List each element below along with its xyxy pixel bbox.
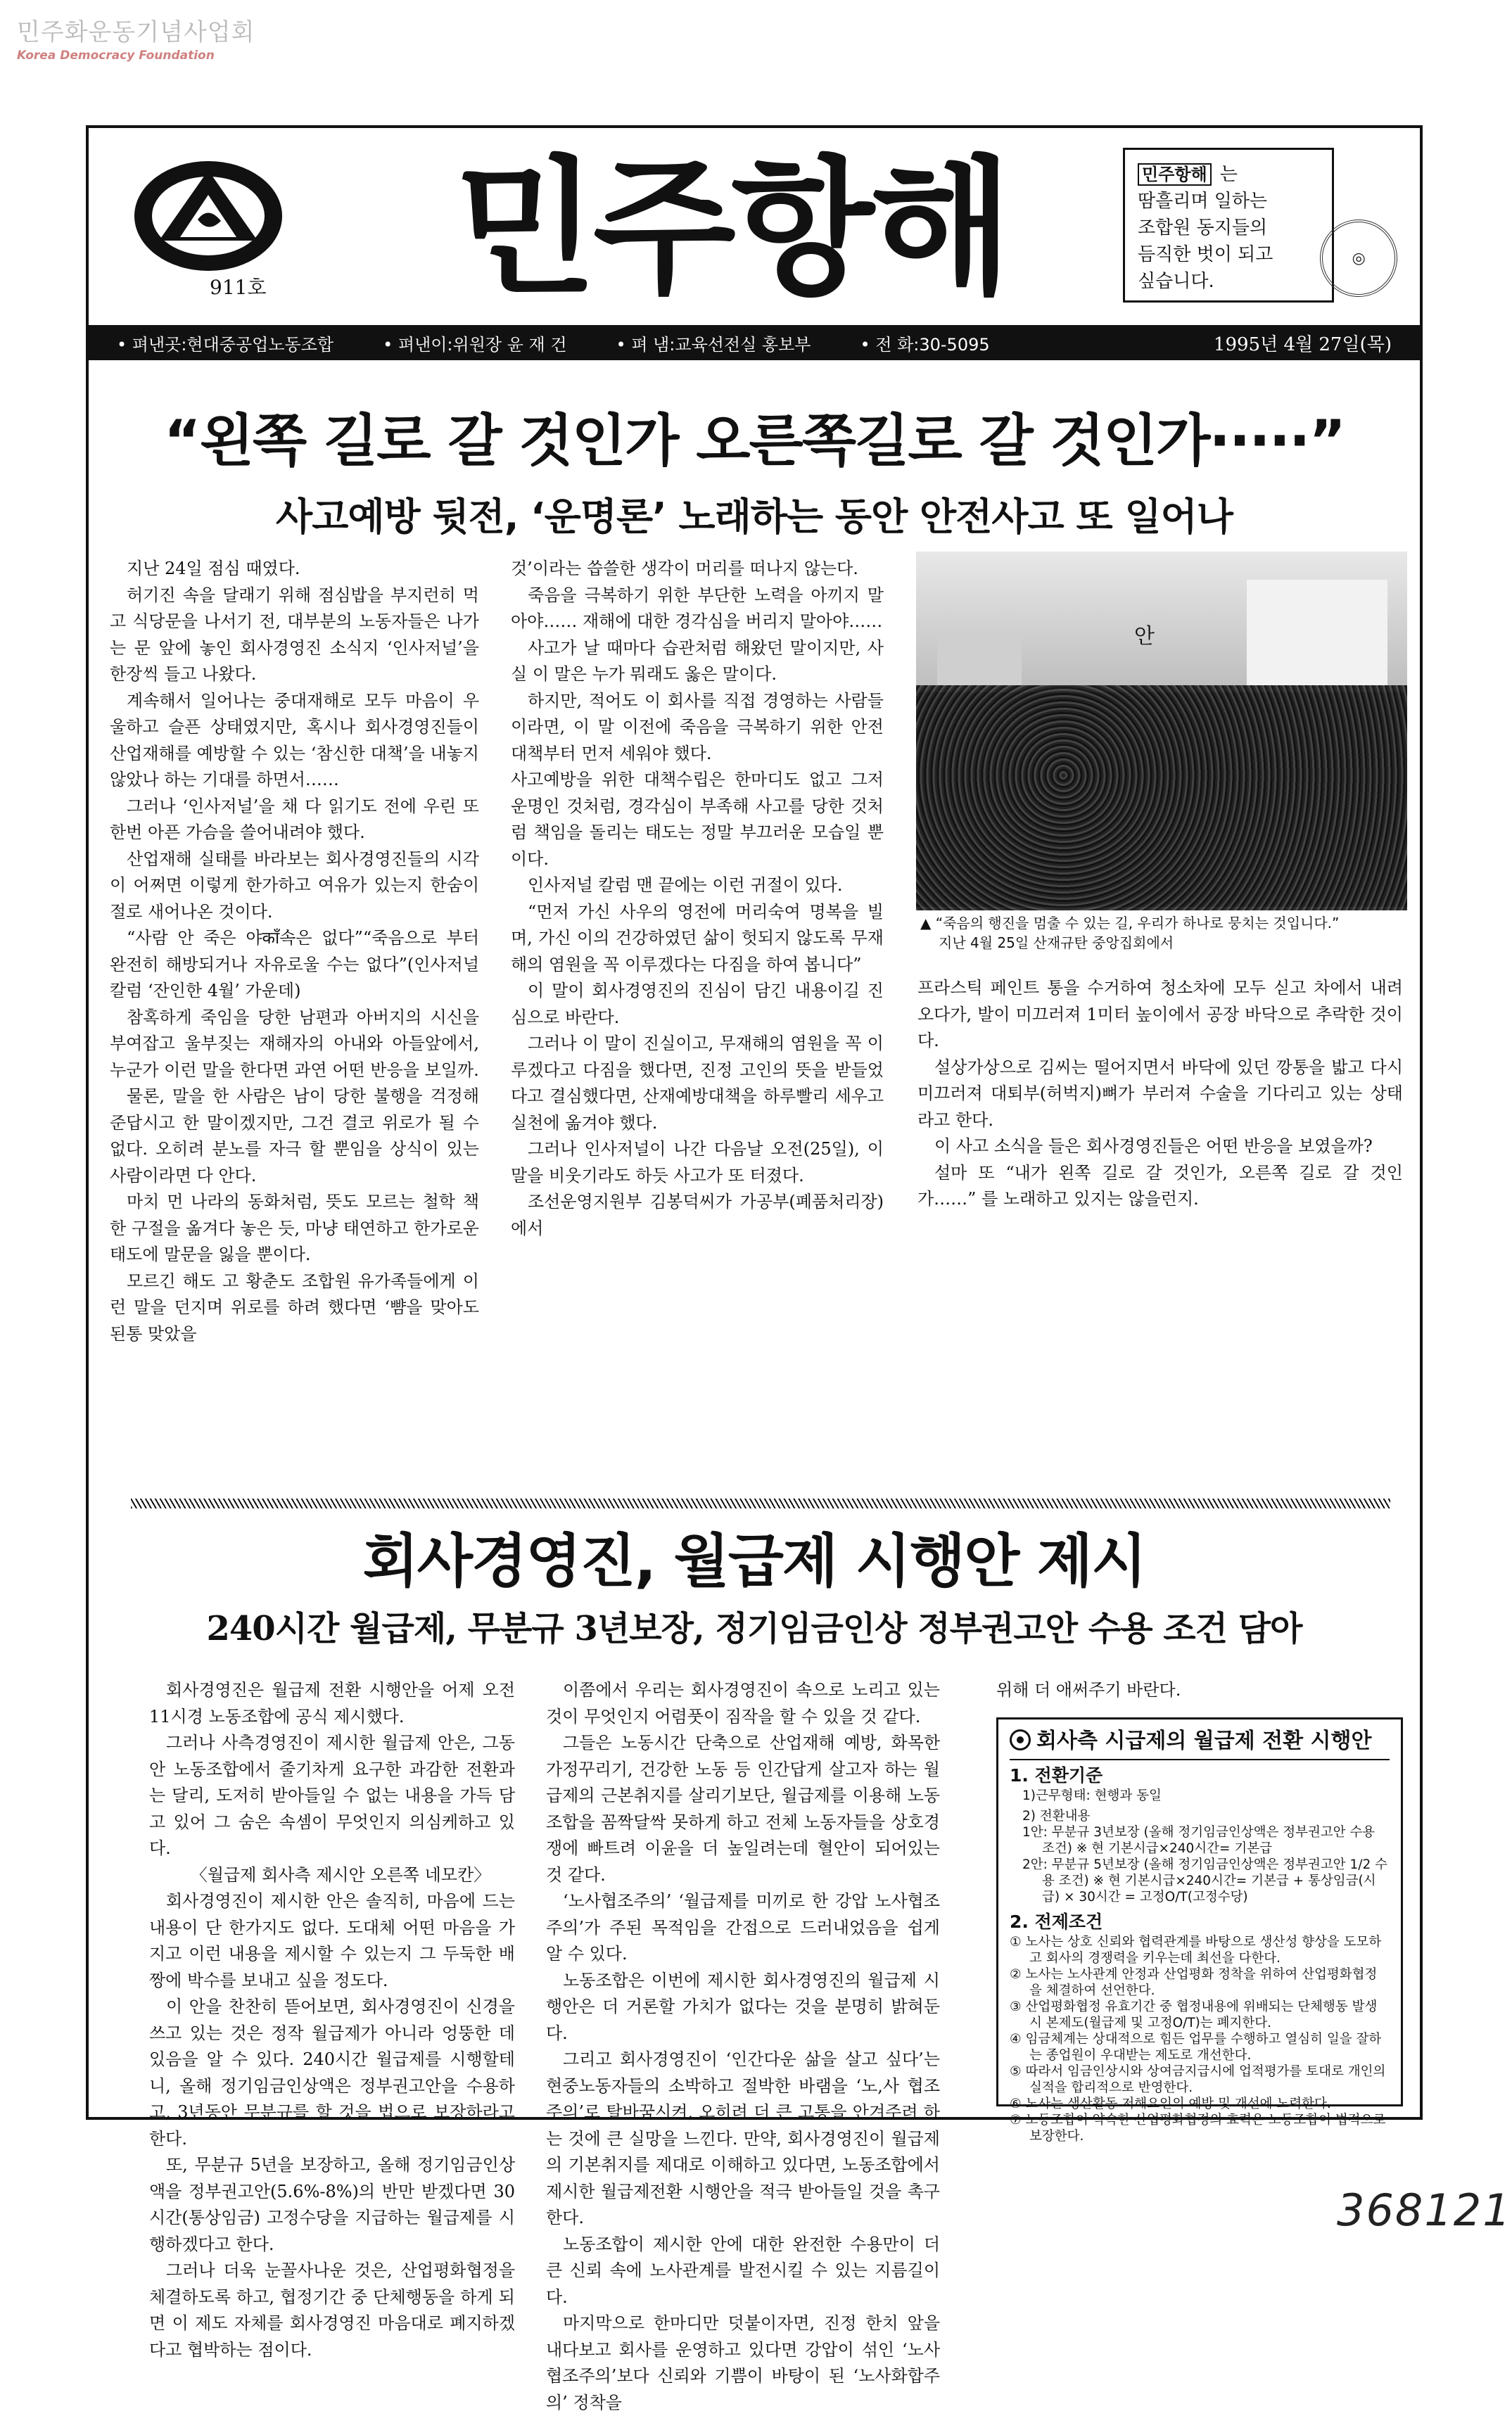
paragraph: 이 안을 찬찬히 뜯어보면, 회사경영진이 신경을 쓰고 있는 것은 정작 월급제가 아니라 엉뚱한 데 있음을 알 수 있다. 240시간 월급제를 시행할테니, 올해 정기임금인상액은 정부권고안을 수용하고, 3년동안 무분규를 할 것을 법으로 보장하라고 한다. [149,1997,515,2149]
proposal-box-title [1010,1729,1390,1760]
paragraph: 그들은 노동시간 단축으로 산업재해 예방, 화목한 가정꾸리기, 건강한 노동 등 인간답게 살고자 하는 월급제의 근본취지를 살리기보단, 월급제를 이용해 노동조합을 꼼짝달싹 못하게 하고 전체 노동자들을 상호경쟁에 빠트려 이윤을 더 높일려는데 혈안이 되어있는 것 같다. [546,1733,940,1885]
paragraph: 사고예방을 위한 대책수립은 한마디도 없고 그저 운명인 것처럼, 경각심이 부족해 사고를 당한 것처럼 책임을 돌리는 태도는 정말 부끄러운 모습일 뿐이다. [511,770,884,869]
paragraph: “먼저 가신 사우의 영전에 머리숙여 명복을 빌며, 가신 이의 건강하였던 삶이 헛되지 않도록 무재해의 염원을 꼭 이루겠다는 다짐을 하여 봅니다” [511,901,884,974]
condition-item: ④ 임금체계는 상대적으로 힘든 업무를 수행하고 열심히 일을 잘하는 종업원이 우대받는 제도로 개선한다. [1010,2032,1382,2063]
paragraph: 산업재해 실태를 바라보는 회사경영진들의 시각이 어쩌면 이렇게 한가하고 여유가 있는지 한숨이 절로 새어나온 것이다. [110,848,479,922]
article2-headline: 회사경영진, 월급제 시행안 제시 [362,1528,1146,1595]
newspaper-page [86,125,1423,2412]
motto-line: 땀흘리며 일하는 [1138,191,1268,212]
paragraph: 조선운영지원부 김봉덕씨가 가공부(폐품처리장)에서 [511,1192,884,1238]
paragraph: 회사경영진은 월급제 전환 시행안을 어제 오전11시경 노동조합에 공식 제시했다. [149,1680,515,1727]
condition-item: ⑤ 따라서 임금인상시와 상여금지급시에 업적평가를 토대로 개인의 실적을 합리적으로 반영한다. [1010,2064,1386,2095]
proposal-box [996,1717,1403,2144]
paragraph: 허기진 속을 달래기 위해 점심밥을 부지런히 먹고 식당문을 나서기 전, 대부분의 노동자들은 나가는 문 앞에 놓인 회사경영진 소식지 ‘인사저널’을 한장씩 들고 나왔다. [110,585,479,684]
union-logo-icon [131,156,286,276]
rally-photo [916,552,1407,907]
paragraph: 죽음을 극복하기 위한 부단한 노력을 아끼지 말아야…… 재해에 대한 경각심을 버리지 말아야…… [511,585,884,631]
paragraph: 마치 먼 나라의 동화처럼, 뜻도 모르는 철학 책 한 구절을 옮겨다 놓은 듯, 마냥 태연하고 한가로운 태도에 말문을 잃을 뿐이다. [110,1192,479,1264]
paragraph: 이쯤에서 우리는 회사경영진이 속으로 노리고 있는 것이 무엇인지 어렴풋이 짐작을 할 수 있을 것 같다. [546,1680,940,1727]
paragraph: 그러나 이 말이 진실이고, 무재해의 염원을 꼭 이루겠다고 다짐을 했다면, 진정 고인의 뜻을 받들었다고 결심했다면, 산재예방대책을 하루빨리 세우고 실천에 옮겨야 했다. [511,1034,884,1133]
compiler: • 펴 냄:교육선전실 홍보부 [616,334,811,355]
paragraph: ‘노사협조주의’ ‘월급제를 미끼로 한 강압 노사협조주의’가 주된 목적임을 간접으로 드러내었음을 쉽게 알 수 있다. [546,1891,940,1964]
proposal-box-title-text: 회사측 시급제의 월급제 전환 시행안 [1036,1729,1372,1753]
foundation-name-kr: 민주화운동기념사업회 [17,18,255,46]
archive-number: 368121 [1337,2185,1512,2236]
paragraph: 또, 무분규 5년을 보장하고, 올해 정기임금인상액을 정부권고안(5.6%-8%)의 반만 받겠다면 30시간(통상임금) 고정수당을 지급하는 월급제를 시행하겠다고 한다. [149,2155,515,2254]
newspaper-title: 민주항해 [455,142,1009,314]
article2-subhead: 240시간 월급제, 무분규 3년보장, 정기임금인상 정부권고안 수용 조건 담아 [206,1609,1302,1648]
article1-column-2 [511,556,884,1242]
caption-line: ▲ “죽음의 행진을 멈출 수 있는 길, 우리가 하나로 뭉치는 것입니다.” [920,915,1340,932]
article1-column-1 [110,556,479,1347]
box-line: 1안: 무분규 3년보장 (올해 정기임금인상액은 정부권고안 수용 조건) ※ 현 기본시급×240시간= 기본급 [1022,1825,1376,1856]
motto-line: 싶습니다. [1138,271,1214,292]
paragraph: 참혹하게 죽임을 당한 남편과 아버지의 시신을 부여잡고 울부짖는 재해자의 아내와 아들앞에서, 누군가 이런 말을 한다면 과연 어떤 반응을 보일까. [110,1007,479,1080]
photo-building [937,636,1022,692]
paragraph: 그리고 회사경영진이 ‘인간다운 삶을 살고 싶다’는 현중노동자들의 소박하고 절박한 바램을 ‘노,사 협조주의’로 탈바꿈시켜, 오히려 더 큰 고통을 안겨주려 하는 것에 큰 실망을 느낀다. 만약, 회사경영진이 월급제의 기본취지를 제대로 이해하고 있다면, 노동조합에서 제시한 월급제전환 시행안을 적극 받아들일 것을 촉구한다. [546,2049,940,2227]
paragraph: 노동조합이 제시한 안에 대한 완전한 수용만이 더 큰 신뢰 속에 노사관계를 발전시킬 수 있는 지름길이다. [546,2234,940,2307]
article2-column-2 [546,1677,940,2416]
paragraph: 모르긴 해도 고 황춘도 조합원 유가족들에게 이런 말을 던지며 위로를 하려 했다면 ‘뺨을 맞아도 된통 맞았을 [110,1271,479,1344]
foundation-name-en: Korea Democracy Foundation [17,49,215,63]
paragraph: 프라스틱 페인트 통을 수거하여 청소차에 모두 싣고 차에서 내려 오다가, 발이 미끄러져 1미터 높이에서 공장 바닥으로 추락한 것이다. [917,978,1403,1050]
paragraph: 계속해서 일어나는 중대재해로 모두 마음이 우울하고 슬픈 상태였지만, 혹시나 회사경영진들이 산업재해를 예방할 수 있는 ‘참신한 대책’을 내놓지 않았나 하는 기대를 하면서…… [110,690,479,789]
paragraph: 그러나 ‘인사저널’을 채 다 읽기도 전에 우린 또 한번 아픈 가슴을 쓸어내려야 했다. [110,796,479,842]
box-line: 1)근무형태: 현행과 동일 [1022,1788,1162,1803]
target-icon [1010,1729,1031,1750]
condition-item: ⑦ 노동조합이 약속한 산업평화협정의 효력은 노동조합이 법적으로 보장한다. [1010,2113,1386,2144]
photo-crowd [916,685,1407,910]
condition-item: ⑥ 노사는 생산활동 저해요인의 예방 및 개선에 노력한다. [1010,2097,1331,2111]
section-divider [131,1499,1390,1508]
section-heading: 2. 전제조건 [1010,1912,1103,1932]
paragraph: 회사경영진이 제시한 안은 솔직히, 마음에 드는 내용이 단 한가지도 없다. 도대체 어떤 마음을 가지고 이런 내용을 제시할 수 있는지 그 두둑한 배짱에 박수를 보내고 싶을 정도다. [149,1891,515,1990]
paragraph: 하지만, 적어도 이 회사를 직접 경영하는 사람들이라면, 이 말 이전에 죽음을 극복하기 위한 안전 대책부터 먼저 세워야 했다. [511,690,884,763]
motto-line: 조합원 동지들의 [1138,217,1268,239]
motto-line: 는 [1219,164,1238,185]
photo-sign-text: 안 [1134,624,1155,649]
paragraph: 설마 또 “내가 왼쪽 길로 갈 것인가, 오른쪽 길로 갈 것인가……” 를 노래하고 있지는 않을런지. [917,1162,1403,1209]
publisher: • 펴낸곳:현대중공업노동조합 [117,334,334,355]
article2-column-1 [149,1677,515,2363]
box-line: 2) 전환내용 [1022,1809,1091,1824]
photo-building [1247,580,1387,685]
paragraph: 그러나 더욱 눈꼴사나운 것은, 산업평화협정을 체결하도록 하고, 협정기간 중 단체행동을 하게 되면 이 제도 자체를 회사경영진 마음대로 폐지하겠다고 협박하는 점이다. [149,2261,515,2360]
editor: • 펴낸이:위원장 윤 재 건 [383,334,567,355]
motto-line: 듬직한 벗이 되고 [1138,244,1273,265]
box-line: 2안: 무분규 5년보장 (올해 정기임금인상액은 정부권고안 1/2 수용 조건) ※ 현 기본시급×240시간= 기본급 + 통상임금(시급) × 30시간 = 고정O/T(고정수당) [1022,1857,1387,1905]
paragraph: 노동조합은 이번에 제시한 회사경영진의 월급제 시행안은 더 거론할 가치가 없다는 것을 분명히 밝혀둔다. [546,1970,940,2043]
paragraph: 것’이라는 씁쓸한 생각이 머리를 떠나지 않는다. [511,559,858,578]
paragraph: 설상가상으로 김씨는 떨어지면서 바닥에 있던 깡통을 밟고 다시 미끄러져 대퇴부(허벅지)뼈가 부러져 수술을 기다리고 있는 상태라고 한다. [917,1057,1403,1130]
photo-caption [920,913,1413,953]
paragraph: 물론, 말을 한 사람은 남이 당한 불행을 걱정해 준답시고 한 말이겠지만, 그건 결코 위로가 될 수 없다. 오히려 분노를 자극 할 뿐임을 상식이 있는 사람이라면 다 안다. [110,1086,479,1185]
publication-date: 1995년 4월 27일(목) [1213,333,1392,355]
paragraph: 인사저널 칼럼 맨 끝에는 이런 귀절이 있다. [528,875,843,895]
foundation-watermark [17,13,255,63]
article1-headline: “왼쪽 길로 갈 것인가 오른쪽길로 갈 것인가·····” [164,408,1345,473]
article2-column-3 [996,1677,1404,1704]
motto-box [1123,148,1334,303]
paragraph: 〈월급제 회사측 제시안 오른쪽 네모칸〉 [190,1864,491,1885]
paragraph: 위해 더 애써주기 바란다. [996,1680,1181,1700]
phone: • 전 화:30-5095 [860,334,990,355]
paragraph: 지난 24일 점심 때였다. [127,559,300,578]
article1-subhead: 사고예방 뒷전, ‘운명론’ 노래하는 동안 안전사고 또 일어나 [276,495,1233,539]
paragraph: 그러나 인사저널이 나간 다음날 오전(25일), 이 말을 비웃기라도 하듯 사고가 또 터졌다. [511,1139,884,1185]
article1-column-3 [917,975,1403,1213]
condition-item: ③ 산업평화협정 유효기간 중 협정내용에 위배되는 단체행동 발생시 본제도(월급제 및 고정O/T)는 폐지한다. [1010,1999,1378,2030]
paragraph: 이 말이 회사경영진의 진심이 담긴 내용이길 진심으로 바란다. [511,981,884,1027]
paragraph: 이 사고 소식을 들은 회사경영진들은 어떤 반응을 보였을까? [934,1136,1373,1156]
paragraph: “사람 안 죽은 야काँ속은 없다”“죽음으로 부터 완전히 해방되거나 자유로울 수는 없다”(인사저널 칼럼 ‘잔인한 4월’ 가운데) [110,928,479,1000]
section-heading: 1. 전환기준 [1010,1765,1103,1786]
issue-number: 911호 [210,276,267,299]
condition-item: ② 노사는 노사관계 안정과 산업평화 정착을 위하여 산업평화협정을 체결하여 선언한다. [1010,1967,1378,1998]
archive-stamp-icon: ◎ [1313,212,1404,304]
paragraph: 사고가 날 때마다 습관처럼 해왔던 말이지만, 사실 이 말은 누가 뭐래도 옳은 말이다. [511,637,884,684]
motto-brand: 민주항해 [1138,163,1212,186]
paragraph: 그러나 사측경영진이 제시한 월급제 안은, 그동안 노동조합에서 줄기차게 요구한 과감한 전환과는 달리, 도저히 받아들일 수 없는 내용을 가득 담고 있어 그 숨은 속셈이 무엇인지 의심케하고 있다. [149,1733,515,1858]
paragraph: 마지막으로 한마디만 덧붙이자면, 진정 한치 앞을 내다보고 회사를 운영하고 있다면 강압이 섞인 ‘노사협조주의’보다 신뢰와 기쁨이 바탕이 된 ‘노사화합주의’ 정착을 [546,2313,940,2412]
caption-line: 지난 4월 25일 산재규탄 중앙집회에서 [939,934,1174,951]
publication-info-bar [89,325,1420,360]
condition-item: ① 노사는 상호 신뢰와 협력관계를 바탕으로 생산성 향상을 도모하고 회사의 경쟁력을 키우는데 최선을 다한다. [1010,1935,1382,1966]
